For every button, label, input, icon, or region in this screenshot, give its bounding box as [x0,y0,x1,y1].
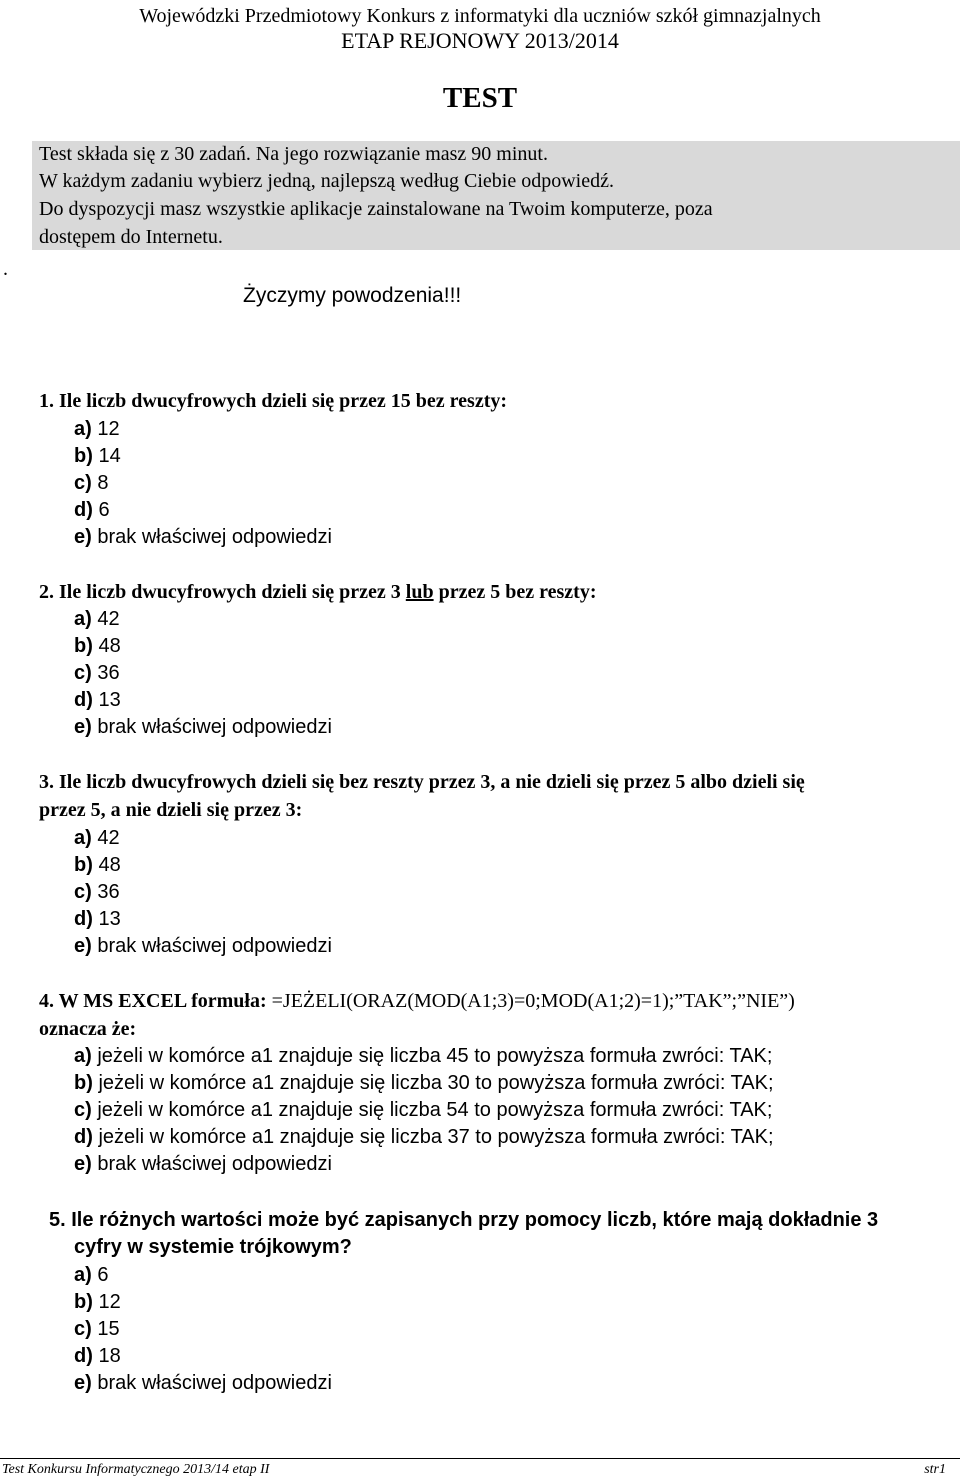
option-letter: d) [74,499,93,521]
q4-option-a[interactable] [74,1045,772,1068]
q1-option-b[interactable] [74,445,121,468]
option-text: 48 [92,635,121,657]
option-text: jeżeli w komórce a1 znajduje się liczba 37 to powyższa formuła zwróci: TAK; [92,1126,774,1148]
q2-option-d[interactable] [74,689,121,712]
option-letter: d) [74,1345,93,1367]
question-4-line-1 [39,990,795,1013]
footer-page-number: str1 [924,1462,946,1477]
good-luck-message: Życzymy powodzenia!!! [243,284,462,307]
question-2 [39,581,597,604]
option-text: 18 [92,1345,121,1367]
q3-option-e[interactable] [74,935,332,958]
question-1: 1. Ile liczb dwucyfrowych dzieli się przez 15 bez reszty: [39,390,508,412]
option-text: 6 [91,1264,109,1286]
q3-option-d[interactable] [74,908,121,931]
q2-option-e[interactable] [74,716,332,739]
option-letter: b) [74,445,93,467]
q4-option-b[interactable] [74,1072,774,1095]
option-text: brak właściwej odpowiedzi [91,935,332,957]
q5-option-d[interactable] [74,1345,121,1368]
option-letter: c) [74,881,92,903]
question-2-emphasis: lub [405,581,434,603]
instruction-line-2: W każdym zadaniu wybierz jedną, najlepszą według Ciebie odpowiedź. [39,170,614,192]
option-text: jeżeli w komórce a1 znajduje się liczba 45 to powyższa formuła zwróci: TAK; [91,1045,773,1067]
option-text: 48 [92,854,121,876]
q1-option-e[interactable] [74,526,332,549]
option-letter: e) [74,526,92,548]
option-text: 36 [91,662,120,684]
option-text: 13 [92,689,121,711]
header-competition-title: Wojewódzki Przedmiotowy Konkurs z informatyki dla uczniów szkół gimnazjalnych [139,5,821,27]
q2-option-a[interactable] [74,608,120,631]
q5-option-e[interactable] [74,1372,332,1395]
option-letter: e) [74,1372,92,1394]
option-text: 12 [91,418,120,440]
q4-option-c[interactable] [74,1099,772,1122]
option-letter: d) [74,908,93,930]
option-letter: a) [74,418,92,440]
header-stage: ETAP REJONOWY 2013/2014 [341,28,619,53]
question-2-text-post: przez 5 bez reszty: [433,581,597,603]
option-text: 8 [91,472,109,494]
option-letter: e) [74,716,92,738]
q4-option-d[interactable] [74,1126,774,1149]
option-text: 15 [91,1318,120,1340]
q1-option-d[interactable] [74,499,110,522]
option-text: 36 [91,881,120,903]
q2-option-c[interactable] [74,662,120,685]
option-letter: e) [74,935,92,957]
question-2-text-pre: 2. Ile liczb dwucyfrowych dzieli się przez 3 [39,581,406,603]
question-4-line-2: oznacza że: [39,1018,137,1040]
q4-option-e[interactable] [74,1153,332,1176]
option-letter: a) [74,1264,92,1286]
option-letter: c) [74,1318,92,1340]
option-letter: b) [74,635,93,657]
option-letter: b) [74,1291,93,1313]
option-letter: b) [74,854,93,876]
option-letter: d) [74,689,93,711]
question-3-line-1: 3. Ile liczb dwucyfrowych dzieli się bez reszty przez 3, a nie dzieli się przez 5 albo dzieli się [39,771,805,793]
option-letter: a) [74,827,92,849]
option-text: 42 [91,827,120,849]
option-text: 42 [91,608,120,630]
option-letter: a) [74,608,92,630]
question-5-line-2: cyfry w systemie trójkowym? [74,1236,352,1258]
option-text: brak właściwej odpowiedzi [91,716,332,738]
q5-option-c[interactable] [74,1318,120,1341]
option-text: brak właściwej odpowiedzi [91,526,332,548]
question-5-line-1: 5. Ile różnych wartości może być zapisanych przy pomocy liczb, które mają dokładnie 3 [49,1209,879,1231]
option-letter: d) [74,1126,93,1148]
option-letter: c) [74,472,92,494]
instruction-line-4: dostępem do Internetu. [39,226,223,248]
option-letter: c) [74,662,92,684]
option-text: brak właściwej odpowiedzi [91,1153,332,1175]
q3-option-c[interactable] [74,881,120,904]
question-4-formula: =JEŻELI(ORAZ(MOD(A1;3)=0;MOD(A1;2)=1);”TAK”;”NIE”) [271,990,795,1012]
q1-option-a[interactable] [74,418,120,441]
option-text: jeżeli w komórce a1 znajduje się liczba 54 to powyższa formuła zwróci: TAK; [91,1099,773,1121]
q1-option-c[interactable] [74,472,108,495]
q3-option-b[interactable] [74,854,121,877]
stray-dot: . [3,258,8,280]
q5-option-a[interactable] [74,1264,108,1287]
instruction-line-3: Do dyspozycji masz wszystkie aplikacje zainstalowane na Twoim komputerze, poza [39,198,713,220]
q3-option-a[interactable] [74,827,120,850]
option-text: 6 [92,499,110,521]
footer-divider [0,1458,960,1459]
option-text: 14 [92,445,121,467]
option-letter: b) [74,1072,93,1094]
page-title: TEST [442,82,518,114]
option-letter: a) [74,1045,92,1067]
question-3-line-2: przez 5, a nie dzieli się przez 3: [39,799,303,821]
q5-option-b[interactable] [74,1291,121,1314]
option-text: brak właściwej odpowiedzi [91,1372,332,1394]
option-text: 12 [92,1291,121,1313]
option-text: 13 [92,908,121,930]
q2-option-b[interactable] [74,635,121,658]
option-letter: c) [74,1099,92,1121]
option-text: jeżeli w komórce a1 znajduje się liczba 30 to powyższa formuła zwróci: TAK; [92,1072,774,1094]
question-4-lead: 4. W MS EXCEL formuła: [39,990,272,1012]
instruction-line-1: Test składa się z 30 zadań. Na jego rozwiązanie masz 90 minut. [39,143,548,165]
option-letter: e) [74,1153,92,1175]
footer-test-name: Test Konkursu Informatycznego 2013/14 etap II [2,1462,270,1477]
